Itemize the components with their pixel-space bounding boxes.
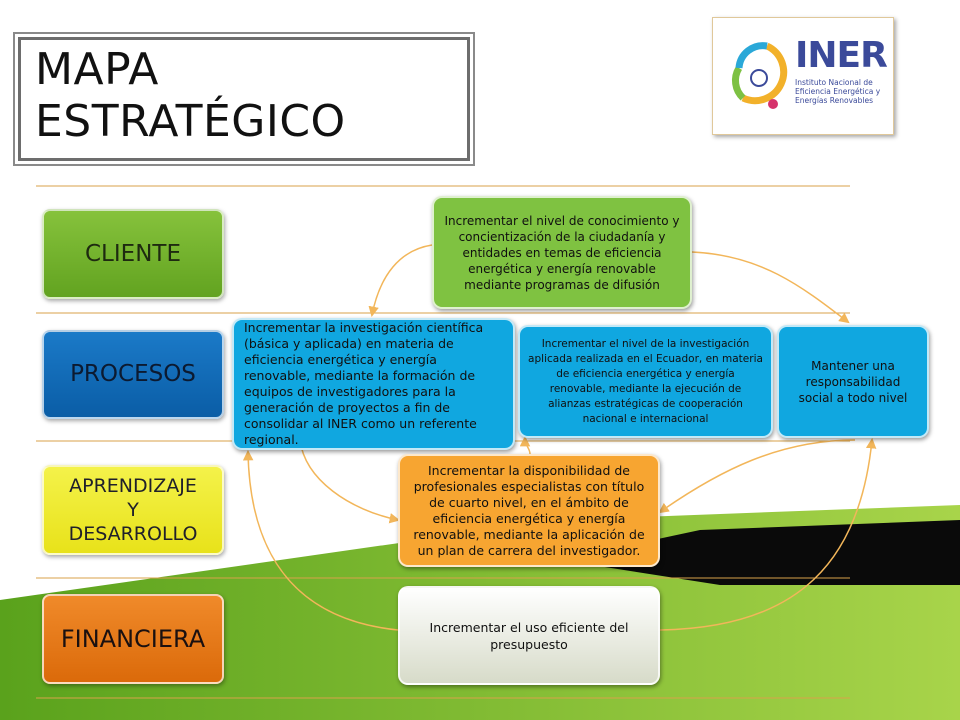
objective-cliente: Incrementar el nivel de conocimiento y concientización de la ciudadanía y entidades en temas de eficiencia energética y energía renovable mediante programas de difusión	[432, 196, 692, 309]
arrow-aprend-to-procesos2	[525, 438, 530, 454]
category-financiera: FINANCIERA	[42, 594, 224, 684]
logo-subtitle: Instituto Nacional de Eficiencia Energética y Energías Renovables	[795, 78, 881, 105]
title-box	[18, 37, 470, 161]
category-procesos: PROCESOS	[42, 330, 224, 419]
iner-logo-icon	[727, 38, 791, 116]
objective-financiera: Incrementar el uso eficiente del presupuesto	[398, 586, 660, 685]
objective-procesos-investigacion: Incrementar la investigación científica (básica y aplicada) en materia de eficiencia energética y energía renovable, mediante la formación de equipos de investigadores para la generación de proyectos a fin de consolidar al INER como un referente regional.	[232, 318, 515, 450]
category-aprendizaje: APRENDIZAJE Y DESARROLLO	[42, 465, 224, 555]
logo	[712, 17, 894, 135]
arrow-cliente-to-procesos1	[372, 245, 432, 315]
arrow-cliente-to-procesos3	[692, 252, 848, 322]
page-title: MAPA ESTRATÉGICO	[35, 44, 346, 147]
arrow-procesos3-to-aprend	[660, 440, 855, 512]
arrow-procesos1-to-aprend	[300, 440, 398, 520]
category-cliente: CLIENTE	[42, 209, 224, 299]
objective-procesos-alianzas: Incrementar el nivel de la investigación aplicada realizada en el Ecuador, en materia de eficiencia energética y energía renovable, mediante la ejecución de alianzas estratégicas de cooperación nacional e internacional	[518, 325, 773, 438]
objective-procesos-responsabilidad: Mantener una responsabilidad social a todo nivel	[777, 325, 929, 438]
logo-name: INER	[795, 35, 887, 76]
objective-aprendizaje: Incrementar la disponibilidad de profesionales especialistas con título de cuarto nivel, en el ámbito de eficiencia energética y energía renovable, mediante la aplicación de un plan de carrera del investigador.	[398, 454, 660, 567]
